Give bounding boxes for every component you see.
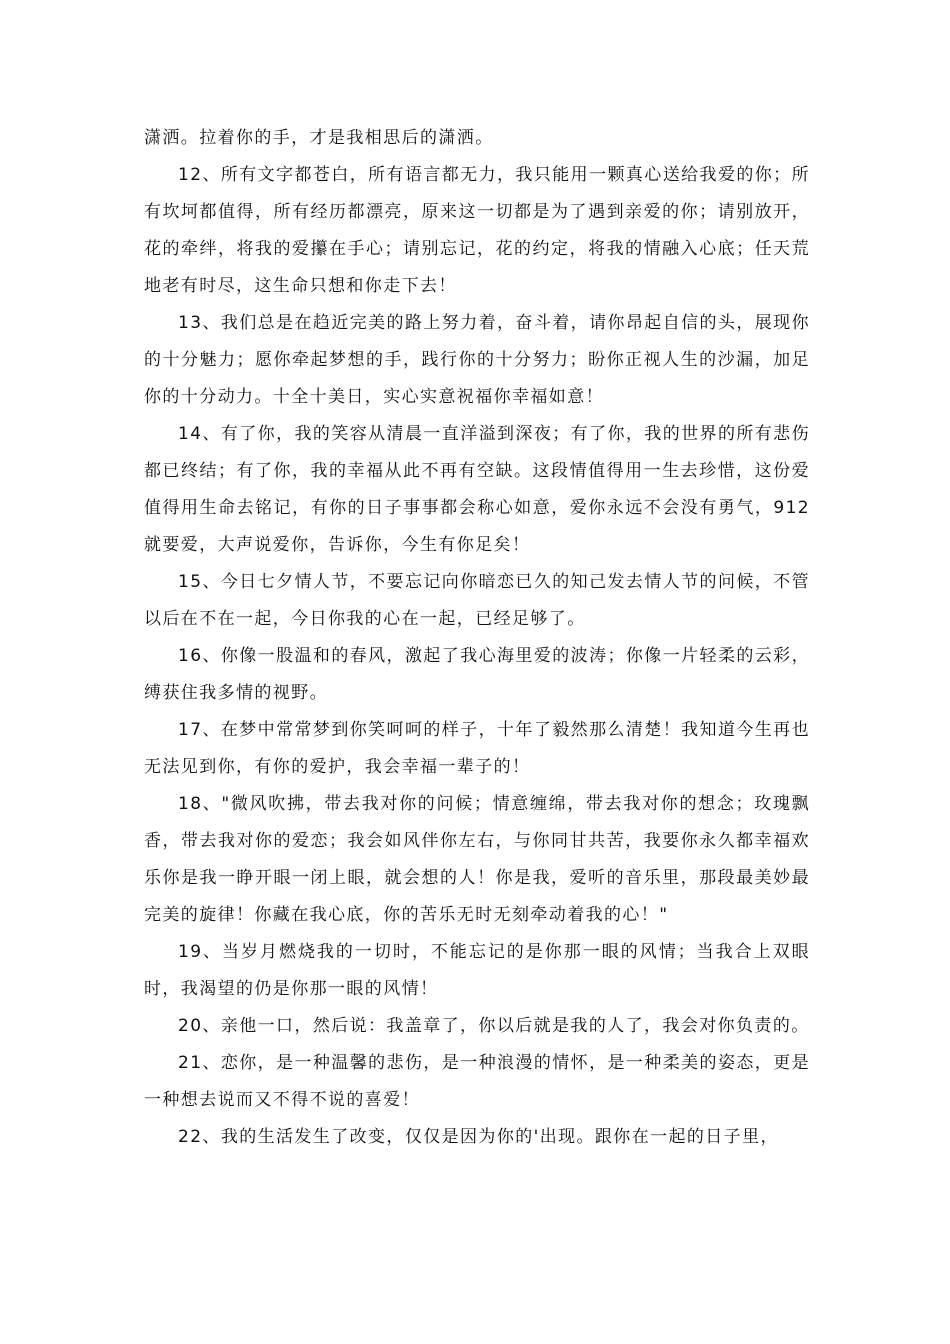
paragraph-continuation: 潇洒。拉着你的手，才是我相思后的潇洒。 — [144, 128, 494, 148]
paragraph-18: 18、"微风吹拂，带去我对你的问候；情意缠绵，带去我对你的想念；玫瑰飘香，带去我对你的爱恋；我会如风伴你左右，与你同甘共苦，我要你永久都幸福欢乐你是我一睁开眼一闭上眼，就会想的人！你是我，爱听的音乐里，那段最美妙最完美的旋律！你藏在我心底，你的苦乐无时无刻牵动着我的心！" — [144, 794, 810, 925]
paragraph-15: 15、今日七夕情人节，不要忘记向你暗恋已久的知己发去情人节的问候，不管以后在不在一起，今日你我的心在一起，已经足够了。 — [144, 572, 810, 629]
paragraph-22: 22、我的生活发生了改变，仅仅是因为你的'出现。跟你在一起的日子里， — [178, 1127, 779, 1147]
paragraph-14: 14、有了你，我的笑容从清晨一直洋溢到深夜；有了你，我的世界的所有悲伤都已终结；有了你，我的幸福从此不再有空缺。这段情值得用一生去珍惜，这份爱值得用生命去铭记，有你的日子事事都会称心如意，爱你永远不会没有勇气，912就要爱，大声说爱你，告诉你，今生有你足矣！ — [144, 424, 810, 555]
paragraph-16: 16、你像一股温和的春风，激起了我心海里爱的波涛；你像一片轻柔的云彩，缚获住我多情的视野。 — [144, 646, 810, 703]
paragraph-13: 13、我们总是在趋近完美的路上努力着，奋斗着，请你昂起自信的头，展现你的十分魅力；愿你牵起梦想的手，践行你的十分努力；盼你正视人生的沙漏，加足你的十分动力。十全十美日，实心实意祝福你幸福如意！ — [144, 313, 810, 407]
paragraph-17: 17、在梦中常常梦到你笑呵呵的样子，十年了毅然那么清楚！我知道今生再也无法见到你，有你的爱护，我会幸福一辈子的！ — [144, 720, 810, 777]
paragraph-21: 21、恋你，是一种温馨的悲伤，是一种浪漫的情怀，是一种柔美的姿态，更是一种想去说而又不得不说的喜爱！ — [144, 1053, 810, 1110]
document-body — [144, 120, 810, 1156]
paragraph-12: 12、所有文字都苍白，所有语言都无力，我只能用一颗真心送给我爱的你；所有坎坷都值得，所有经历都漂亮，原来这一切都是为了遇到亲爱的你；请别放开，花的牵绊，将我的爱攥在手心；请别忘记，花的约定，将我的情融入心底；任天荒地老有时尽，这生命只想和你走下去！ — [144, 165, 810, 296]
paragraph-20: 20、亲他一口，然后说：我盖章了，你以后就是我的人了，我会对你负责的。 — [178, 1016, 810, 1036]
paragraph-19: 19、当岁月燃烧我的一切时，不能忘记的是你那一眼的风情；当我合上双眼时，我渴望的仍是你那一眼的风情！ — [144, 942, 810, 999]
